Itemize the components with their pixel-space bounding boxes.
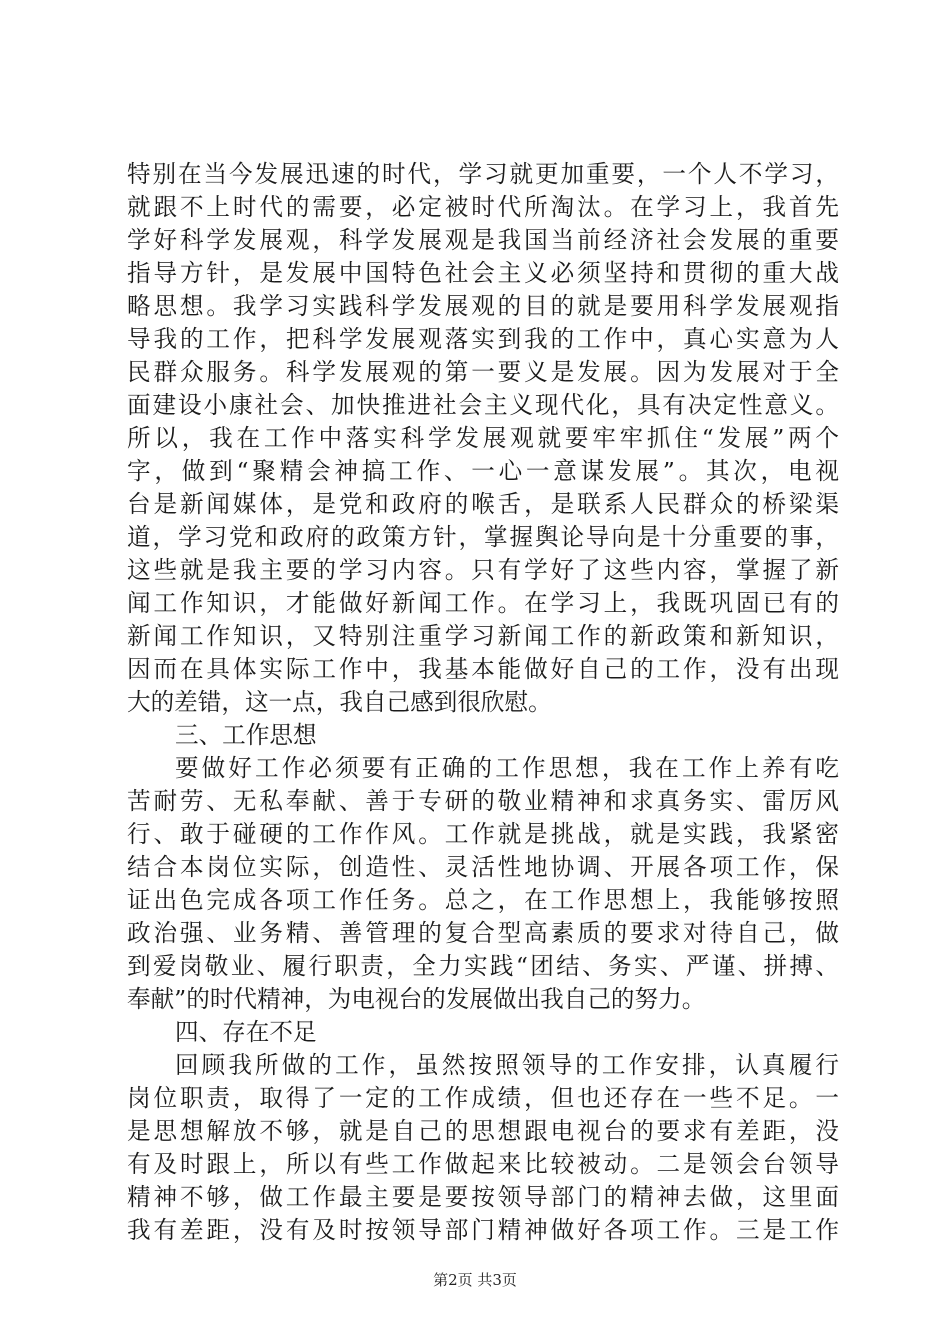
text-line: 民群众服务。科学发展观的第一要义是发展。因为发展对于全 <box>127 358 839 386</box>
text-line: 证出色完成各项工作任务。总之，在工作思想上，我能够按照 <box>127 886 839 914</box>
text-line: 台是新闻媒体，是党和政府的喉舌，是联系人民群众的桥梁渠 <box>127 490 839 518</box>
text-line: 道，学习党和政府的政策方针，掌握舆论导向是十分重要的事， <box>127 523 839 551</box>
text-line: 特别在当今发展迅速的时代，学习就更加重要，一个人不学习， <box>127 160 839 188</box>
text-line: 精神不够，做工作最主要是要按领导部门的精神去做，这里面 <box>127 1183 839 1211</box>
text-line: 奉献”的时代精神，为电视台的发展做出我自己的努力。 <box>127 985 706 1013</box>
text-line: 大的差错，这一点，我自己感到很欣慰。 <box>127 688 552 716</box>
section-heading: 四、存在不足 <box>175 1018 317 1046</box>
text-line: 岗位职责，取得了一定的工作成绩，但也还存在一些不足。一 <box>127 1084 839 1112</box>
text-line: 苦耐劳、无私奉献、善于专研的敬业精神和求真务实、雷厉风 <box>127 787 839 815</box>
text-line: 政治强、业务精、善管理的复合型高素质的要求对待自己，做 <box>127 919 839 947</box>
text-line: 有及时跟上，所以有些工作做起来比较被动。二是领会台领导 <box>127 1150 839 1178</box>
text-line: 指导方针，是发展中国特色社会主义必须坚持和贯彻的重大战 <box>127 259 839 287</box>
text-line: 略思想。我学习实践科学发展观的目的就是要用科学发展观指 <box>127 292 839 320</box>
text-line: 要做好工作必须要有正确的工作思想，我在工作上养有吃 <box>175 754 839 782</box>
text-line: 我有差距，没有及时按领导部门精神做好各项工作。三是工作 <box>127 1216 839 1244</box>
text-line: 学好科学发展观，科学发展观是我国当前经济社会发展的重要 <box>127 226 839 254</box>
text-line: 到爱岗敬业、履行职责，全力实践“团结、务实、严谨、拼搏、 <box>127 952 839 980</box>
text-line: 字，做到“聚精会神搞工作、一心一意谋发展”。其次，电视 <box>127 457 839 485</box>
page-number-label: 第2页 共3页 <box>433 1271 517 1289</box>
text-line: 因而在具体实际工作中，我基本能做好自己的工作，没有出现 <box>127 655 839 683</box>
section-heading: 三、工作思想 <box>175 721 317 749</box>
text-line: 就跟不上时代的需要，必定被时代所淘汰。在学习上，我首先 <box>127 193 839 221</box>
text-line: 闻工作知识，才能做好新闻工作。在学习上，我既巩固已有的 <box>127 589 839 617</box>
text-line: 行、敢于碰硬的工作作风。工作就是挑战，就是实践，我紧密 <box>127 820 839 848</box>
text-line: 这些就是我主要的学习内容。只有学好了这些内容，掌握了新 <box>127 556 839 584</box>
text-line: 导我的工作，把科学发展观落实到我的工作中，真心实意为人 <box>127 325 839 353</box>
text-line: 回顾我所做的工作，虽然按照领导的工作安排，认真履行 <box>175 1051 839 1079</box>
text-line: 是思想解放不够，就是自己的思想跟电视台的要求有差距，没 <box>127 1117 839 1145</box>
text-line: 结合本岗位实际，创造性、灵活性地协调、开展各项工作，保 <box>127 853 839 881</box>
text-line: 新闻工作知识，又特别注重学习新闻工作的新政策和新知识， <box>127 622 839 650</box>
text-line: 面建设小康社会、加快推进社会主义现代化，具有决定性意义。 <box>127 391 839 419</box>
page-footer <box>0 1270 950 1290</box>
body-text <box>127 158 839 1247</box>
text-line: 所以，我在工作中落实科学发展观就要牢牢抓住“发展”两个 <box>127 424 839 452</box>
